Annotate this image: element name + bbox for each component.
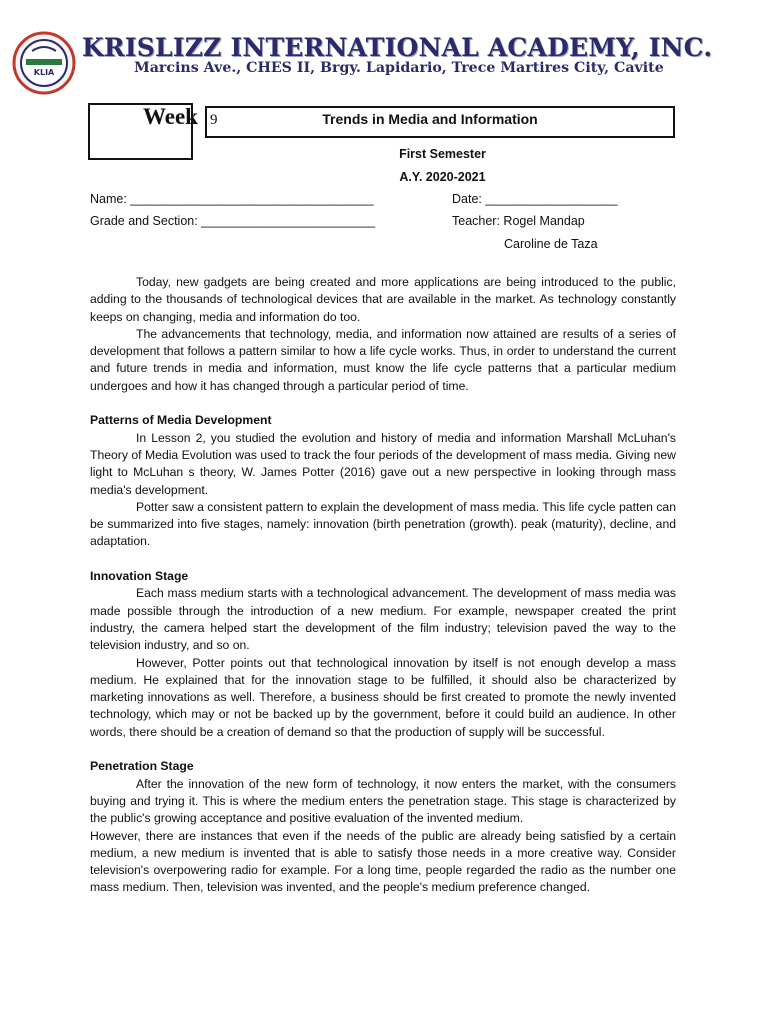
svg-text:KLIA: KLIA [33,68,55,77]
paragraph: Potter saw a consistent pattern to explain the development of mass media. This life cycle patten can be summarized into five stages, namely: innovation (birth penetration (growth). peak (maturity), decline, and adaptation. [90,499,676,549]
module-title: Trends in Media and Information [322,111,538,127]
paragraph: However, Potter points out that technological innovation by itself is not enough develop a mass medium. He explained that for the innovation stage to be fulfilled, it should also be characterized by marketing innovations as well. Therefore, a business should be first created to promote the newly invented technology, which may or not be backed up by the government, before it could build an audience. In other words, there should be a creation of demand so that the production of supply will be successful. [90,655,676,739]
week-label: Week [143,104,198,129]
date-field: Date: ___________________ [452,192,618,206]
paragraph: However, there are instances that even if the needs of the public are already being satisfied by a certain medium, a new medium is invented that is able to satisfy those needs in a more creative way. Consider television's overpowering radio for example. For a long time, people regarded the radio as the number one mass medium. Then, television was invented, and the people's medium preference changed. [90,828,676,895]
section-heading: Penetration Stage [90,759,194,774]
paragraph: The advancements that technology, media, and information now attained are results of a series of development that follows a pattern similar to how a life cycle works. Thus, in order to understand the current and future trends in media and information, must know the life cycle patterns that a particular medium undergoes and how it has changed through a particular period of time. [90,326,676,393]
name-field: Name: ___________________________________ [90,192,374,206]
letterhead [0,0,768,90]
section-heading: Innovation Stage [90,569,189,584]
grade-section-field: Grade and Section: _________________________ [90,214,375,228]
school-address: Marcins Ave., CHES II, Brgy. Lapidario, Trece Martires City, Cavite [134,60,664,76]
paragraph: Each mass medium starts with a technological advancement. The development of mass media was made possible through the introduction of a new medium. For example, newspaper created the print industry, the camera helped start the development of the film industry; television paved the way to the television industry, and so on. [90,586,676,653]
school-name: KRISLIZZ INTERNATIONAL ACADEMY, INC. [82,33,713,62]
school-seal-icon [12,31,76,95]
teacher-field: Teacher: Rogel Mandap [452,214,585,228]
teacher-field-2: Caroline de Taza [504,237,598,251]
week-number: 9 [210,112,218,128]
section-heading: Patterns of Media Development [90,413,272,428]
lesson-body [90,274,676,897]
semester: First Semester [399,147,486,161]
paragraph: In Lesson 2, you studied the evolution and history of media and information Marshall McLuhan's Theory of Media Evolution was used to track the four periods of the development of mass media. Giving new light to McLuhan s theory, W. James Potter (2016) gave out a new perspective in looking through mass media's development. [90,430,676,497]
paragraph: After the innovation of the new form of technology, it now enters the market, with the consumers buying and trying it. This is where the medium enters the penetration stage. This stage is characterized by the public's growing acceptance and positive evaluation of the invented medium. [90,776,676,826]
academic-year: A.Y. 2020-2021 [399,170,486,184]
paragraph: Today, new gadgets are being created and more applications are being introduced to the public, adding to the thousands of technological devices that are available in the market. As technology constantly keeps on changing, media and information do too. [90,275,676,324]
